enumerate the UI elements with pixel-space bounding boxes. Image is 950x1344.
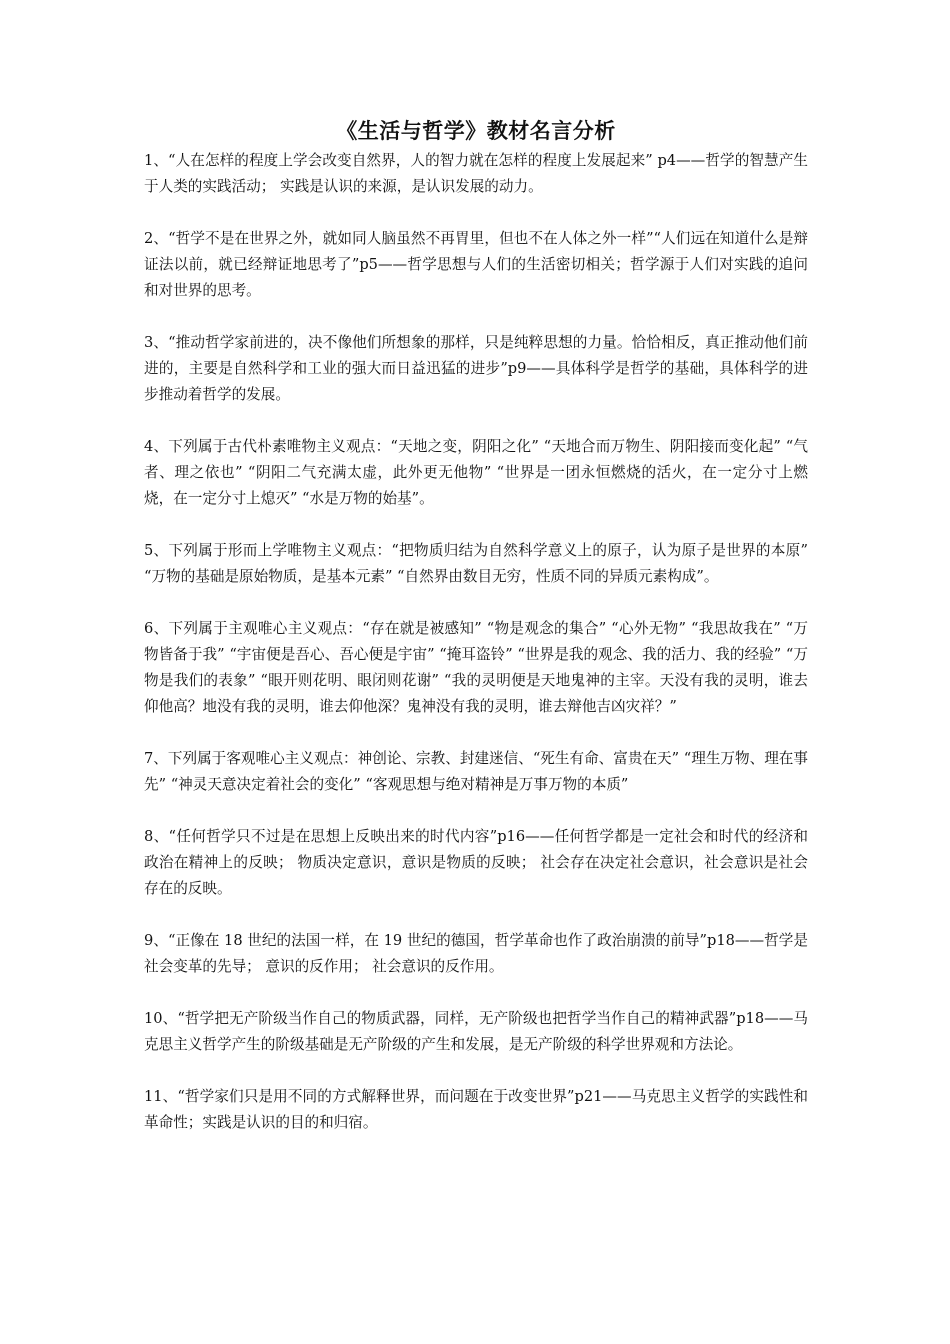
document-title: 《生活与哲学》教材名言分析 (336, 119, 616, 143)
quote-item-4: 4、下列属于古代朴素唯物主义观点：“天地之变，阴阳之化” “天地合而万物生、阴阳接而变化起” “气者、理之依也” “阴阳二气充满太虚，此外更无他物” “世界是一团永恒燃烧的活火，在一定分寸上燃烧，在一定分寸上熄灭” “水是万物的始基”。 (144, 438, 808, 507)
quote-item-3: 3、“推动哲学家前进的，决不像他们所想象的那样，只是纯粹思想的力量。恰恰相反，真正推动他们前进的，主要是自然科学和工业的强大而日益迅猛的进步”p9——具体科学是哲学的基础，具体科学的进步推动着哲学的发展。 (144, 334, 808, 403)
document-page (144, 118, 808, 1162)
quote-item-8: 8、“任何哲学只不过是在思想上反映出来的时代内容”p16——任何哲学都是一定社会和时代的经济和政治在精神上的反映； 物质决定意识，意识是物质的反映； 社会存在决定社会意识，社会意识是社会存在的反映。 (144, 828, 808, 897)
quote-item-6: 6、下列属于主观唯心主义观点：“存在就是被感知” “物是观念的集合” “心外无物” “我思故我在” “万物皆备于我” “宇宙便是吾心、吾心便是宇宙” “掩耳盗铃” “世界是我的观念、我的活力、我的经验” “万物是我们的表象” “眼开则花明、眼闭则花谢” “我的灵明便是天地鬼神的主宰。天没有我的灵明，谁去仰他高？地没有我的灵明，谁去仰他深？鬼神没有我的灵明，谁去辩他吉凶灾祥？” (144, 620, 808, 715)
quote-item-1: 1、“人在怎样的程度上学会改变自然界，人的智力就在怎样的程度上发展起来” p4——哲学的智慧产生于人类的实践活动； 实践是认识的来源，是认识发展的动力。 (144, 152, 808, 195)
quote-item-10: 10、“哲学把无产阶级当作自己的物质武器，同样，无产阶级也把哲学当作自己的精神武器”p18——马克思主义哲学产生的阶级基础是无产阶级的产生和发展，是无产阶级的科学世界观和方法论。 (144, 1010, 808, 1053)
quote-item-11: 11、“哲学家们只是用不同的方式解释世界，而问题在于改变世界”p21——马克思主义哲学的实践性和革命性；实践是认识的目的和归宿。 (144, 1088, 808, 1131)
quote-item-2: 2、“哲学不是在世界之外，就如同人脑虽然不再胃里，但也不在人体之外一样”“人们远在知道什么是辩证法以前，就已经辩证地思考了”p5——哲学思想与人们的生活密切相关；哲学源于人们对实践的追问和对世界的思考。 (144, 230, 808, 299)
quote-item-5: 5、下列属于形而上学唯物主义观点：“把物质归结为自然科学意义上的原子，认为原子是世界的本原” “万物的基础是原始物质，是基本元素” “自然界由数目无穷，性质不同的异质元素构成”。 (144, 542, 808, 585)
quote-item-7: 7、下列属于客观唯心主义观点：神创论、宗教、封建迷信、“死生有命、富贵在天” “理生万物、理在事先” “神灵天意决定着社会的变化” “客观思想与绝对精神是万事万物的本质” (144, 750, 808, 793)
quote-item-9: 9、“正像在 18 世纪的法国一样，在 19 世纪的德国，哲学革命也作了政治崩溃的前导”p18——哲学是社会变革的先导； 意识的反作用； 社会意识的反作用。 (144, 932, 808, 975)
